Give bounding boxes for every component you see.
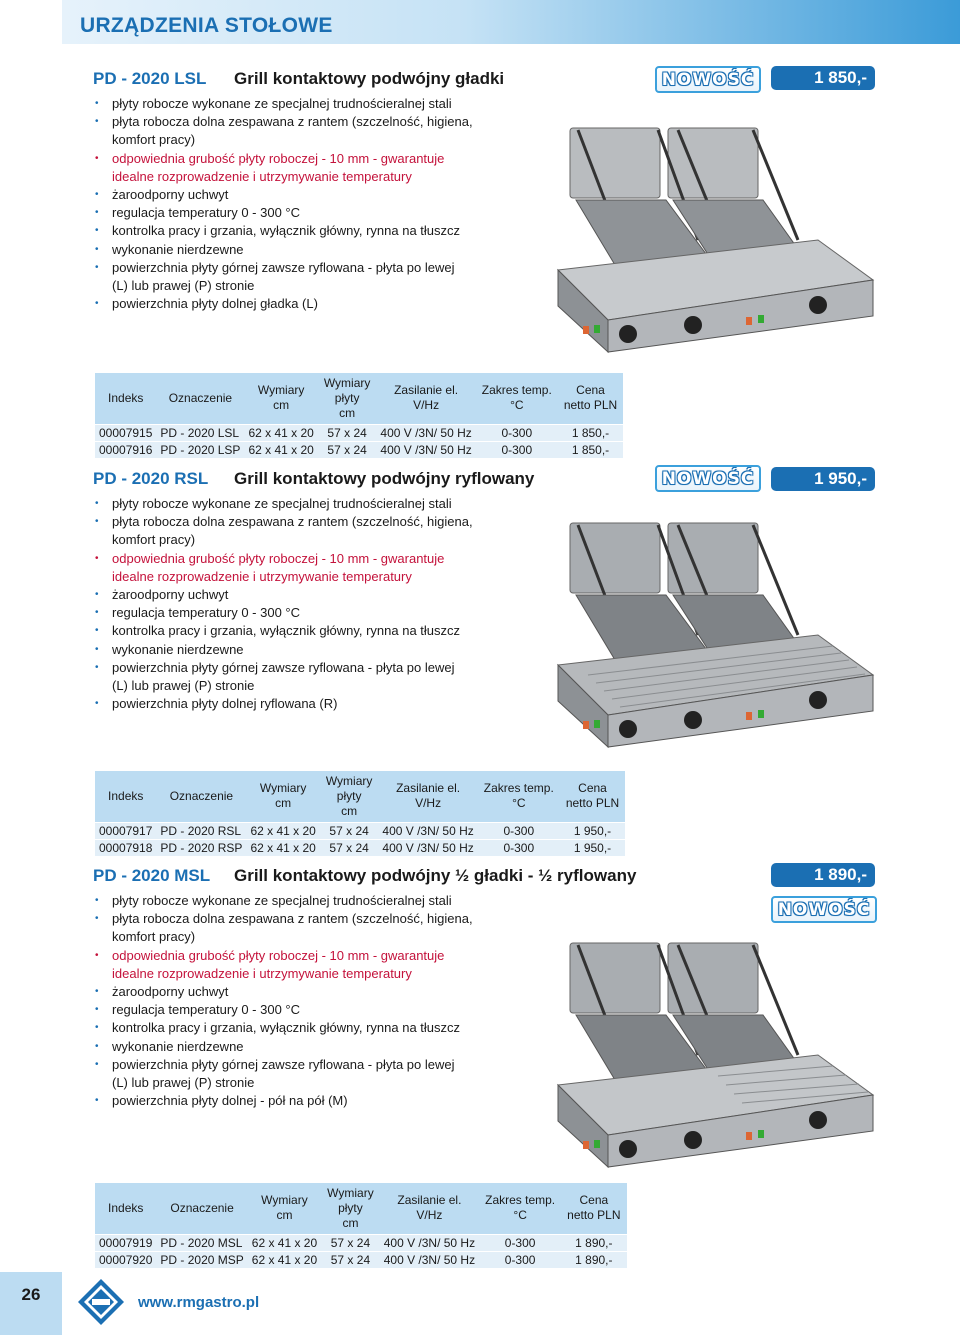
feature-item: • płyty robocze wykonane ze specjalnej trudnościeralnej stali bbox=[93, 495, 473, 513]
feature-item: • płyty robocze wykonane ze specjalnej trudnościeralnej stali bbox=[93, 95, 473, 113]
col-zakres: Zakres temp. °C bbox=[479, 1183, 561, 1234]
col-zakres: Zakres temp. °C bbox=[476, 373, 558, 424]
feature-item: • powierzchnia płyty dolnej gładka (L) bbox=[93, 295, 473, 313]
product-name: Grill kontaktowy podwójny ryflowany bbox=[234, 469, 535, 488]
feature-item: • wykonanie nierdzewne bbox=[93, 241, 473, 259]
product-code: PD - 2020 LSL bbox=[93, 69, 207, 88]
col-zasilanie: Zasilanie el. V/Hz bbox=[380, 1183, 479, 1234]
feature-item: • wykonanie nierdzewne bbox=[93, 1038, 473, 1056]
feature-item-cont: (L) lub prawej (P) stronie bbox=[112, 678, 255, 694]
col-wymiary-plyty: Wymiary płyty cm bbox=[318, 373, 377, 424]
feature-item: • żaroodporny uchwyt bbox=[93, 586, 473, 604]
feature-item: • kontrolka pracy i grzania, wyłącznik główny, rynna na tłuszcz bbox=[93, 1019, 473, 1037]
table-row: 00007919 PD - 2020 MSL 62 x 41 x 20 57 x 24 400 V /3N/ 50 Hz 0-300 1 890,- bbox=[95, 1234, 627, 1251]
col-wymiary-plyty: Wymiary płyty cm bbox=[321, 1183, 380, 1234]
col-oznaczenie: Oznaczenie bbox=[156, 771, 246, 822]
feature-item-cont: komfort pracy) bbox=[112, 132, 196, 148]
table-row: 00007918 PD - 2020 RSP 62 x 41 x 20 57 x 24 400 V /3N/ 50 Hz 0-300 1 950,- bbox=[95, 839, 625, 856]
col-wymiary: Wymiary cm bbox=[248, 1183, 321, 1234]
feature-item: • żaroodporny uchwyt bbox=[93, 983, 473, 1001]
feature-item-cont: idealne rozprowadzenie i utrzymywanie temperatury bbox=[112, 965, 412, 981]
feature-item: • powierzchnia płyty górnej zawsze ryflowana - płyta po lewej bbox=[93, 259, 473, 277]
feature-item: • regulacja temperatury 0 - 300 °C bbox=[93, 204, 473, 222]
col-cena: Cena netto PLN bbox=[560, 771, 625, 822]
rm-gastro-logo-icon bbox=[76, 1277, 126, 1327]
feature-item: • płyta robocza dolna zespawana z rantem (szczelność, higiena, bbox=[93, 910, 473, 928]
col-indeks: Indeks bbox=[95, 373, 156, 424]
new-badge: NOWOŚĆ bbox=[655, 66, 761, 93]
col-wymiary: Wymiary cm bbox=[244, 373, 317, 424]
feature-item: • płyta robocza dolna zespawana z rantem (szczelność, higiena, bbox=[93, 113, 473, 131]
col-indeks: Indeks bbox=[95, 1183, 156, 1234]
feature-item: • kontrolka pracy i grzania, wyłącznik główny, rynna na tłuszcz bbox=[93, 222, 473, 240]
feature-item: • kontrolka pracy i grzania, wyłącznik główny, rynna na tłuszcz bbox=[93, 622, 473, 640]
table-row: 00007915 PD - 2020 LSL 62 x 41 x 20 57 x 24 400 V /3N/ 50 Hz 0-300 1 850,- bbox=[95, 424, 623, 441]
product-name: Grill kontaktowy podwójny gładki bbox=[234, 69, 505, 88]
feature-item: • powierzchnia płyty górnej zawsze ryflowana - płyta po lewej bbox=[93, 1056, 473, 1074]
feature-item: • odpowiednia grubość płyty roboczej - 10 mm - gwarantuje bbox=[93, 550, 473, 568]
feature-item: • odpowiednia grubość płyty roboczej - 10 mm - gwarantuje bbox=[93, 150, 473, 168]
col-cena: Cena netto PLN bbox=[561, 1183, 626, 1234]
grill-image bbox=[548, 515, 878, 760]
feature-item-cont: komfort pracy) bbox=[112, 532, 196, 548]
product-name: Grill kontaktowy podwójny ½ gładki - ½ ryflowany bbox=[234, 866, 637, 885]
col-zakres: Zakres temp. °C bbox=[478, 771, 560, 822]
col-oznaczenie: Oznaczenie bbox=[156, 373, 244, 424]
feature-item: • żaroodporny uchwyt bbox=[93, 186, 473, 204]
feature-item: • regulacja temperatury 0 - 300 °C bbox=[93, 1001, 473, 1019]
spec-table bbox=[95, 1183, 627, 1268]
feature-item: • płyta robocza dolna zespawana z rantem (szczelność, higiena, bbox=[93, 513, 473, 531]
feature-item: • wykonanie nierdzewne bbox=[93, 641, 473, 659]
table-row: 00007920 PD - 2020 MSP 62 x 41 x 20 57 x 24 400 V /3N/ 50 Hz 0-300 1 890,- bbox=[95, 1251, 627, 1268]
col-zasilanie: Zasilanie el. V/Hz bbox=[376, 373, 475, 424]
col-oznaczenie: Oznaczenie bbox=[156, 1183, 247, 1234]
new-badge: NOWOŚĆ bbox=[655, 465, 761, 492]
spec-table bbox=[95, 771, 625, 856]
table-row: 00007916 PD - 2020 LSP 62 x 41 x 20 57 x 24 400 V /3N/ 50 Hz 0-300 1 850,- bbox=[95, 441, 623, 458]
col-wymiary-plyty: Wymiary płyty cm bbox=[320, 771, 379, 822]
grill-image bbox=[548, 935, 878, 1170]
product-code: PD - 2020 RSL bbox=[93, 469, 209, 488]
feature-list bbox=[93, 892, 473, 1110]
page-number: 26 bbox=[0, 1272, 62, 1335]
new-badge: NOWOŚĆ bbox=[771, 896, 877, 923]
spec-table bbox=[95, 373, 623, 458]
col-indeks: Indeks bbox=[95, 771, 156, 822]
feature-item: • płyty robocze wykonane ze specjalnej trudnościeralnej stali bbox=[93, 892, 473, 910]
product-code: PD - 2020 MSL bbox=[93, 866, 211, 885]
price-tag: 1 850,- bbox=[771, 66, 875, 90]
col-zasilanie: Zasilanie el. V/Hz bbox=[378, 771, 477, 822]
feature-item-cont: komfort pracy) bbox=[112, 929, 196, 945]
website-link[interactable]: www.rmgastro.pl bbox=[138, 1294, 260, 1311]
feature-list bbox=[93, 495, 473, 713]
col-cena: Cena netto PLN bbox=[558, 373, 623, 424]
price-tag: 1 950,- bbox=[771, 467, 875, 491]
feature-item: • powierzchnia płyty górnej zawsze ryflowana - płyta po lewej bbox=[93, 659, 473, 677]
feature-item: • powierzchnia płyty dolnej - pół na pół (M) bbox=[93, 1092, 473, 1110]
feature-item-cont: idealne rozprowadzenie i utrzymywanie temperatury bbox=[112, 168, 412, 184]
col-wymiary: Wymiary cm bbox=[246, 771, 319, 822]
table-row: 00007917 PD - 2020 RSL 62 x 41 x 20 57 x 24 400 V /3N/ 50 Hz 0-300 1 950,- bbox=[95, 822, 625, 839]
feature-item-cont: idealne rozprowadzenie i utrzymywanie temperatury bbox=[112, 568, 412, 584]
price-tag: 1 890,- bbox=[771, 863, 875, 887]
feature-item-cont: (L) lub prawej (P) stronie bbox=[112, 1075, 255, 1091]
feature-item-cont: (L) lub prawej (P) stronie bbox=[112, 278, 255, 294]
grill-image bbox=[548, 120, 878, 360]
feature-list bbox=[93, 95, 473, 313]
page-title: URZĄDZENIA STOŁOWE bbox=[80, 14, 333, 37]
feature-item: • odpowiednia grubość płyty roboczej - 10 mm - gwarantuje bbox=[93, 947, 473, 965]
feature-item: • powierzchnia płyty dolnej ryflowana (R) bbox=[93, 695, 473, 713]
feature-item: • regulacja temperatury 0 - 300 °C bbox=[93, 604, 473, 622]
